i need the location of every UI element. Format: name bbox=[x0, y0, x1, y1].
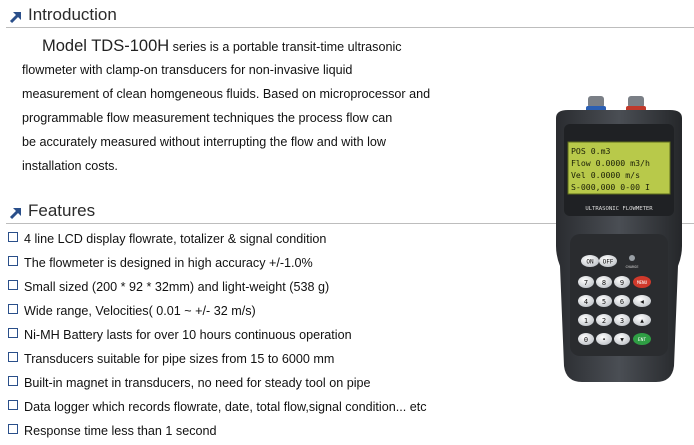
svg-text:◀: ◀ bbox=[640, 298, 644, 306]
list-item: Ni-MH Battery lasts for over 10 hours continuous operation bbox=[8, 325, 528, 349]
svg-text:▼: ▼ bbox=[620, 336, 624, 344]
key-6 bbox=[614, 295, 630, 307]
key-4 bbox=[578, 295, 594, 307]
charge-led-icon bbox=[629, 255, 635, 261]
list-item: The flowmeter is designed in high accuracy +/-1.0% bbox=[8, 253, 528, 277]
key-9 bbox=[614, 276, 630, 288]
off-button bbox=[599, 255, 617, 267]
intro-line: programmable flow measurement techniques the process flow can bbox=[22, 111, 393, 125]
svg-text:6: 6 bbox=[619, 298, 625, 306]
introduction-text bbox=[22, 34, 482, 178]
checkbox-icon bbox=[8, 400, 18, 410]
svg-text:5: 5 bbox=[601, 298, 607, 306]
introduction-title: Introduction bbox=[28, 5, 117, 24]
key-2 bbox=[596, 314, 612, 326]
svg-text:7: 7 bbox=[583, 279, 589, 287]
checkbox-icon bbox=[8, 280, 18, 290]
list-item: Wide range, Velocities( 0.01 ~ +/- 32 m/s) bbox=[8, 301, 528, 325]
arrow-up-right-icon bbox=[8, 9, 24, 25]
key-8 bbox=[596, 276, 612, 288]
connector-blue bbox=[586, 96, 606, 112]
features-list bbox=[8, 229, 528, 445]
intro-line: installation costs. bbox=[22, 159, 118, 173]
svg-text:ENT: ENT bbox=[637, 338, 647, 343]
arrow-up-right-icon bbox=[8, 205, 24, 221]
list-item: 4 line LCD display flowrate, totalizer & signal condition bbox=[8, 229, 528, 253]
up-key bbox=[633, 314, 651, 326]
lcd-line: Vel 0.0000 m/s bbox=[571, 170, 641, 180]
list-item: Built-in magnet in transducers, no need for steady tool on pipe bbox=[8, 373, 528, 397]
menu-key bbox=[633, 276, 651, 288]
svg-text:1: 1 bbox=[583, 317, 589, 325]
svg-text:0: 0 bbox=[583, 336, 589, 344]
on-button bbox=[581, 255, 599, 267]
intro-line: Model TDS-100H series is a portable transit-time ultrasonic bbox=[42, 37, 402, 55]
svg-text:8: 8 bbox=[601, 279, 607, 287]
dot-key bbox=[596, 333, 612, 345]
svg-text:4: 4 bbox=[583, 298, 589, 306]
svg-text:3: 3 bbox=[619, 317, 625, 325]
svg-text:OFF: OFF bbox=[602, 258, 614, 266]
checkbox-icon bbox=[8, 256, 18, 266]
checkbox-icon bbox=[8, 424, 18, 434]
svg-text:ON: ON bbox=[586, 258, 594, 266]
svg-text:•: • bbox=[602, 336, 606, 344]
ent-key bbox=[633, 333, 651, 345]
key-7 bbox=[578, 276, 594, 288]
key-3 bbox=[614, 314, 630, 326]
charge-label: CHARGE bbox=[625, 265, 639, 269]
back-key bbox=[633, 295, 651, 307]
svg-text:MENU: MENU bbox=[636, 280, 648, 285]
list-item: Small sized (200 * 92 * 32mm) and light-weight (538 g) bbox=[8, 277, 528, 301]
down-key bbox=[614, 333, 630, 345]
introduction-heading bbox=[6, 5, 694, 28]
checkbox-icon bbox=[8, 304, 18, 314]
svg-text:9: 9 bbox=[619, 279, 625, 287]
flowmeter-illustration bbox=[548, 96, 690, 386]
list-item: Transducers suitable for pipe sizes from 15 to 6000 mm bbox=[8, 349, 528, 373]
features-title: Features bbox=[28, 201, 96, 220]
key-1 bbox=[578, 314, 594, 326]
list-item: Data logger which records flowrate, date, total flow,signal condition... etc bbox=[8, 397, 528, 421]
list-item: Response time less than 1 second bbox=[8, 421, 528, 445]
checkbox-icon bbox=[8, 352, 18, 362]
checkbox-icon bbox=[8, 232, 18, 242]
intro-line: measurement of clean homgeneous fluids. Based on microprocessor and bbox=[22, 87, 431, 101]
key-5 bbox=[596, 295, 612, 307]
lcd-line: S-000,000 0-00 I bbox=[571, 182, 650, 192]
brand-label: ULTRASONIC FLOWMETER bbox=[585, 206, 653, 212]
checkbox-icon bbox=[8, 328, 18, 338]
model-name: Model TDS-100H bbox=[42, 37, 170, 55]
flowmeter-device-image bbox=[548, 96, 690, 391]
svg-text:▲: ▲ bbox=[640, 317, 644, 325]
svg-text:2: 2 bbox=[601, 317, 607, 325]
connector-red bbox=[626, 96, 646, 112]
key-0 bbox=[578, 333, 594, 345]
intro-line: be accurately measured without interrupting the flow and with low bbox=[22, 135, 387, 149]
checkbox-icon bbox=[8, 376, 18, 386]
intro-line: flowmeter with clamp-on transducers for non-invasive liquid bbox=[22, 63, 353, 77]
lcd-line: Flow 0.0000 m3/h bbox=[571, 158, 650, 168]
lcd-line: POS 0.m3 bbox=[571, 146, 611, 156]
